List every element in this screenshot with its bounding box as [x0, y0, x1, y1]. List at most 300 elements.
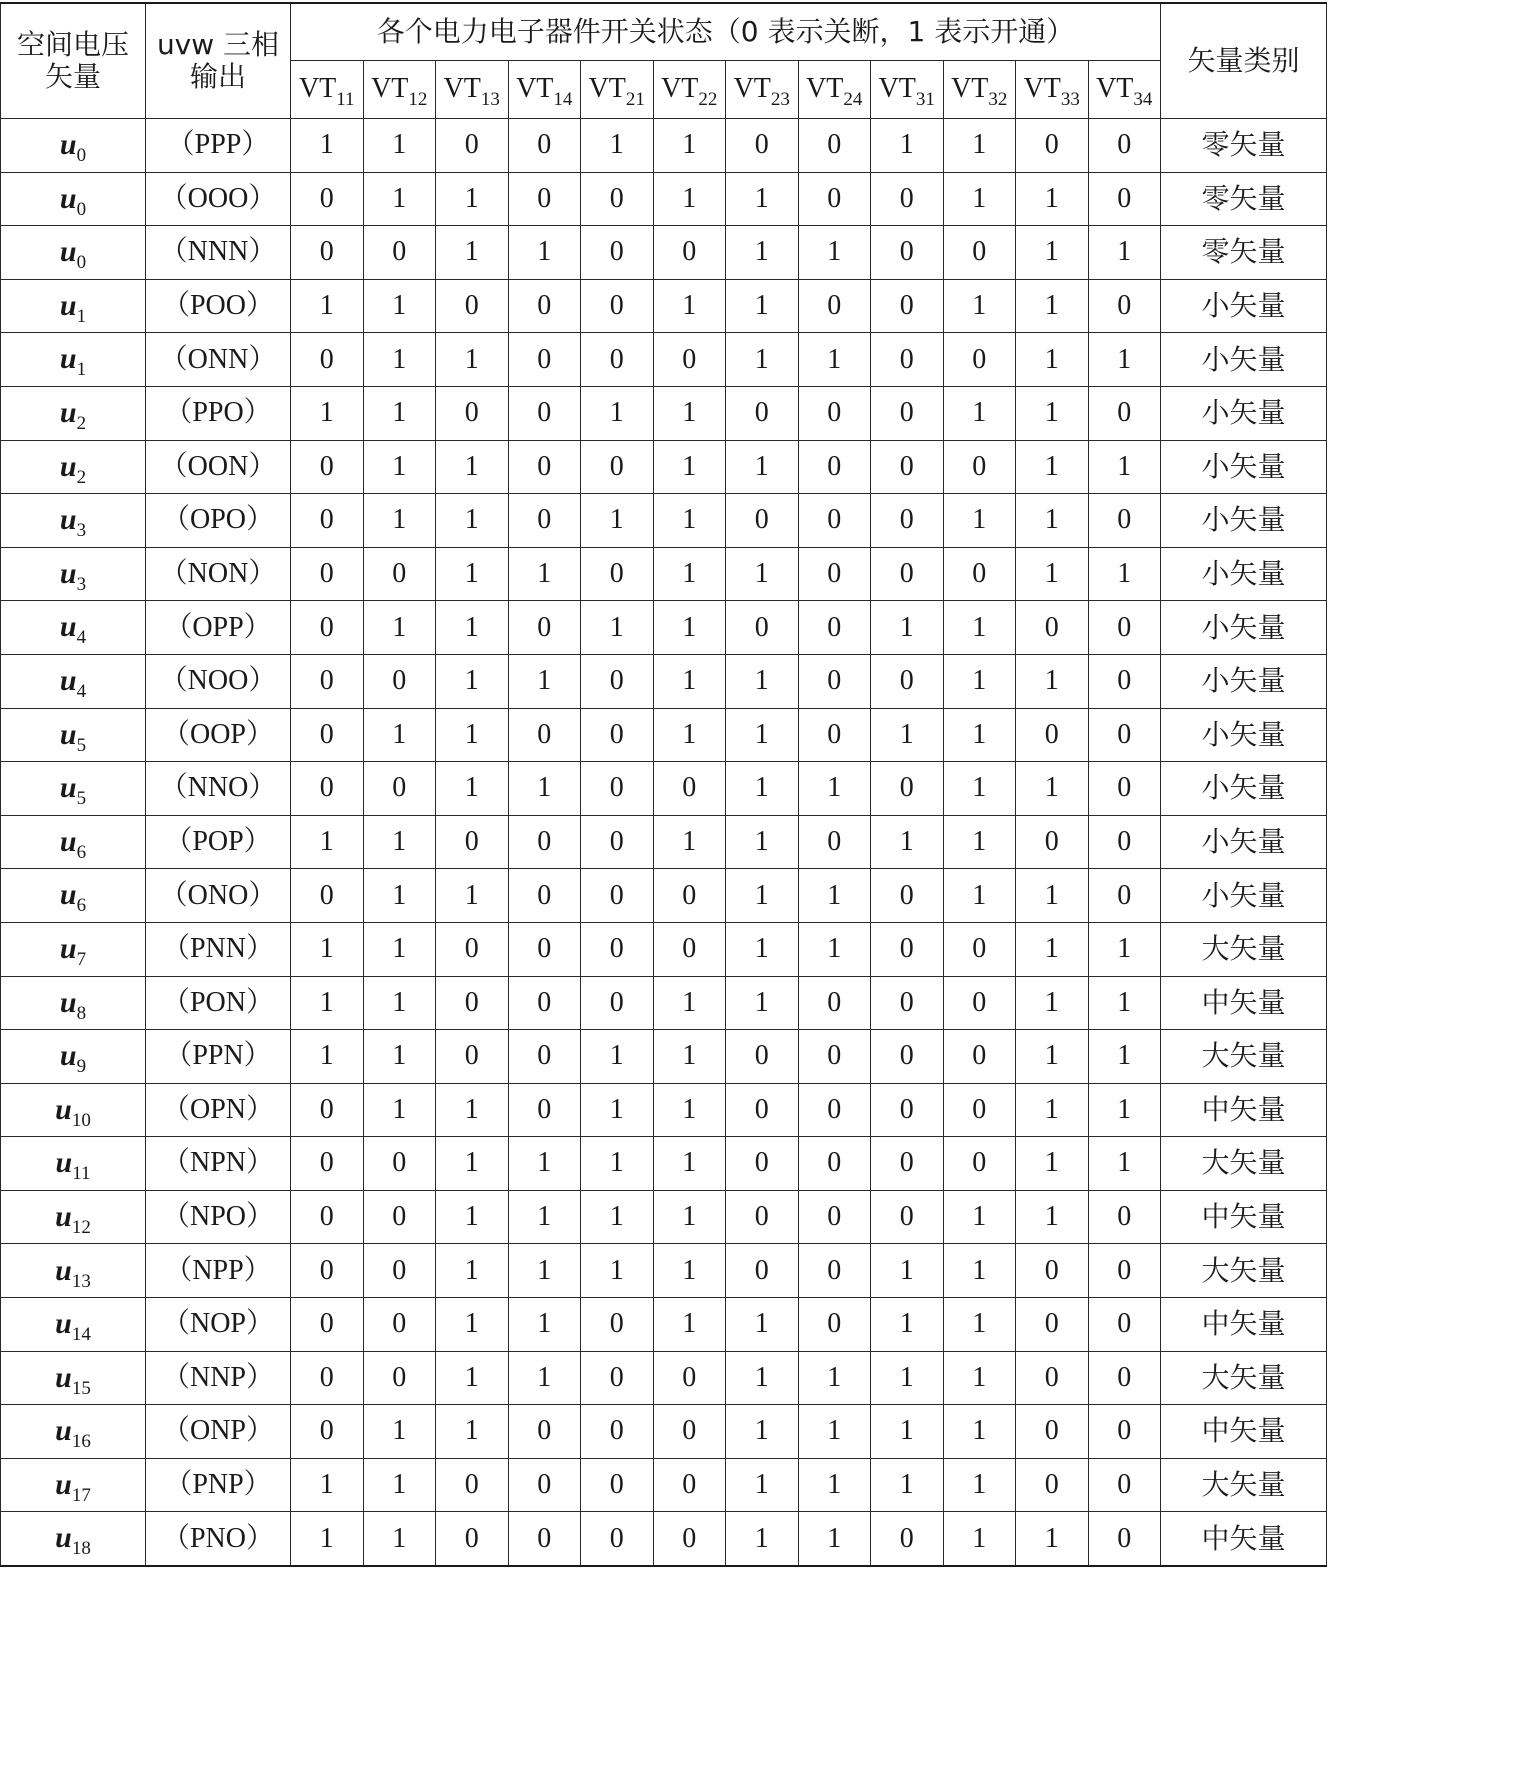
switch-state-cell: 1: [1016, 1512, 1089, 1566]
uvw-output-cell: （NPN）: [146, 1137, 291, 1191]
switch-state-cell: 0: [436, 976, 509, 1030]
switch-state-cell: 0: [943, 226, 1016, 280]
uvw-output-cell: （NNP）: [146, 1351, 291, 1405]
switch-state-cell: 1: [943, 386, 1016, 440]
header-uvw-output: [146, 3, 291, 119]
table-row: [1, 386, 1327, 440]
uvw-output-cell: （ONP）: [146, 1405, 291, 1459]
switch-state-cell: 0: [943, 1137, 1016, 1191]
table-row: [1, 1083, 1327, 1137]
switch-state-cell: 1: [363, 279, 436, 333]
switch-state-cell: 1: [581, 494, 654, 548]
vector-category-cell: 中矢量: [1161, 1405, 1327, 1459]
header-uvw-output-line2: 输出: [189, 60, 246, 93]
vector-category-cell: 小矢量: [1161, 654, 1327, 708]
switch-state-cell: 1: [363, 1030, 436, 1084]
switch-state-cell: 0: [798, 119, 871, 173]
vector-subscript: 2: [76, 413, 87, 435]
switch-state-cell: 1: [436, 1137, 509, 1191]
switch-state-cell: 1: [363, 172, 436, 226]
vector-category-cell: 小矢量: [1161, 440, 1327, 494]
switch-state-cell: 0: [581, 815, 654, 869]
switch-state-cell: 0: [871, 547, 944, 601]
switch-state-cell: 0: [726, 119, 799, 173]
switch-state-cell: 1: [943, 815, 1016, 869]
switch-state-cell: 0: [363, 1137, 436, 1191]
switch-state-cell: 1: [436, 869, 509, 923]
switch-state-cell: 1: [726, 976, 799, 1030]
switch-state-cell: 0: [653, 1405, 726, 1459]
switch-state-cell: 1: [1016, 1083, 1089, 1137]
uvw-output-cell: （NNN）: [146, 226, 291, 280]
table-row: [1, 547, 1327, 601]
space-vector-cell: [1, 172, 146, 226]
uvw-output-cell: （NPP）: [146, 1244, 291, 1298]
switch-state-cell: 1: [653, 1298, 726, 1352]
table-row: [1, 1351, 1327, 1405]
switch-state-cell: 0: [1016, 1405, 1089, 1459]
switch-state-cell: 0: [871, 1083, 944, 1137]
vector-subscript: 1: [76, 305, 87, 327]
switch-state-cell: 1: [726, 547, 799, 601]
switch-state-cell: 1: [871, 708, 944, 762]
switch-state-cell: 1: [1088, 440, 1161, 494]
switch-state-cell: 1: [1088, 976, 1161, 1030]
switch-state-cell: 0: [291, 1351, 364, 1405]
switch-state-cell: 1: [1016, 547, 1089, 601]
switch-state-cell: 1: [581, 1137, 654, 1191]
uvw-output-cell: （OPN）: [146, 1083, 291, 1137]
switch-state-cell: 1: [798, 333, 871, 387]
header-device-vt22: [653, 61, 726, 119]
switch-state-cell: 0: [363, 1244, 436, 1298]
switch-state-cell: 0: [798, 386, 871, 440]
switch-state-cell: 0: [581, 547, 654, 601]
vector-symbol: u: [55, 1307, 72, 1341]
device-subscript: 31: [915, 89, 935, 111]
switch-state-cell: 0: [798, 494, 871, 548]
switch-state-cell: 1: [726, 708, 799, 762]
switch-state-cell: 0: [1016, 1351, 1089, 1405]
switch-state-cell: 1: [653, 654, 726, 708]
vector-category-cell: 大矢量: [1161, 922, 1327, 976]
switch-state-cell: 1: [1088, 226, 1161, 280]
vector-category-cell: 小矢量: [1161, 333, 1327, 387]
switch-state-cell: 1: [1016, 922, 1089, 976]
vector-subscript: 6: [76, 895, 87, 917]
switch-state-cell: 1: [1016, 494, 1089, 548]
switch-state-cell: 0: [871, 1137, 944, 1191]
switch-state-cell: 0: [1088, 386, 1161, 440]
switch-state-cell: 0: [1016, 708, 1089, 762]
vector-symbol: u: [55, 1521, 72, 1555]
vector-symbol: u: [59, 396, 77, 430]
device-subscript: 11: [336, 89, 355, 111]
switch-state-cell: 0: [871, 654, 944, 708]
switch-state-cell: 0: [726, 1244, 799, 1298]
space-vector-cell: [1, 976, 146, 1030]
vector-symbol: u: [59, 985, 77, 1019]
switch-state-cell: 0: [581, 708, 654, 762]
switch-state-cell: 1: [943, 654, 1016, 708]
switch-state-cell: 0: [798, 1190, 871, 1244]
switch-state-cell: 0: [436, 1458, 509, 1512]
table-row: [1, 601, 1327, 655]
vector-symbol: u: [55, 1414, 72, 1448]
vector-subscript: 3: [76, 520, 87, 542]
vector-subscript: 18: [71, 1538, 91, 1560]
switch-state-cell: 1: [653, 708, 726, 762]
space-vector-cell: [1, 119, 146, 173]
uvw-output-cell: （NOP）: [146, 1298, 291, 1352]
uvw-output-cell: （NON）: [146, 547, 291, 601]
switch-state-cell: 0: [291, 1137, 364, 1191]
switch-state-cell: 1: [291, 922, 364, 976]
header-device-vt13: [436, 61, 509, 119]
vector-subscript: 13: [71, 1270, 91, 1292]
vector-symbol: u: [59, 556, 77, 590]
switch-state-cell: 0: [943, 922, 1016, 976]
switch-state-cell: 0: [291, 172, 364, 226]
switch-state-cell: 0: [436, 922, 509, 976]
vector-category-cell: 小矢量: [1161, 869, 1327, 923]
table-row: [1, 440, 1327, 494]
switch-state-cell: 0: [726, 601, 799, 655]
switch-state-cell: 1: [871, 1244, 944, 1298]
switch-state-cell: 1: [436, 1298, 509, 1352]
switch-state-cell: 0: [508, 172, 581, 226]
vector-category-cell: 小矢量: [1161, 601, 1327, 655]
switch-state-cell: 0: [436, 1030, 509, 1084]
switch-state-cell: 0: [871, 922, 944, 976]
space-vector-cell: [1, 1244, 146, 1298]
switch-state-cell: 0: [291, 333, 364, 387]
switch-state-cell: 0: [581, 226, 654, 280]
switch-state-cell: 0: [871, 762, 944, 816]
switch-state-cell: 0: [1016, 1244, 1089, 1298]
switch-state-cell: 1: [653, 279, 726, 333]
vector-subscript: 11: [72, 1163, 91, 1185]
switch-state-cell: 0: [1088, 1298, 1161, 1352]
space-vector-cell: [1, 1190, 146, 1244]
vector-category-cell: 大矢量: [1161, 1351, 1327, 1405]
device-subscript: 23: [770, 89, 790, 111]
switch-state-cell: 1: [726, 1298, 799, 1352]
uvw-output-cell: （PNP）: [146, 1458, 291, 1512]
switch-state-cell: 0: [508, 976, 581, 1030]
table-row: [1, 1244, 1327, 1298]
vector-subscript: 0: [76, 198, 87, 220]
switch-state-cell: 1: [1016, 440, 1089, 494]
switch-state-cell: 1: [436, 1405, 509, 1459]
switch-state-cell: 0: [871, 976, 944, 1030]
table-row: [1, 1030, 1327, 1084]
uvw-output-cell: （ONO）: [146, 869, 291, 923]
uvw-output-cell: （OPO）: [146, 494, 291, 548]
switch-state-cell: 1: [1016, 333, 1089, 387]
switch-state-cell: 0: [726, 494, 799, 548]
switch-state-cell: 1: [436, 440, 509, 494]
switch-state-cell: 1: [726, 922, 799, 976]
vector-category-cell: 小矢量: [1161, 386, 1327, 440]
vector-subscript: 4: [76, 680, 87, 702]
switch-state-cell: 0: [798, 547, 871, 601]
vector-category-cell: 中矢量: [1161, 1190, 1327, 1244]
switch-state-cell: 1: [363, 708, 436, 762]
switch-state-cell: 0: [1088, 654, 1161, 708]
switch-state-cell: 0: [1088, 762, 1161, 816]
vector-subscript: 16: [71, 1431, 91, 1453]
uvw-output-cell: （PPP）: [146, 119, 291, 173]
device-subscript: 22: [698, 89, 718, 111]
switch-state-cell: 1: [726, 654, 799, 708]
vector-category-cell: 大矢量: [1161, 1458, 1327, 1512]
vector-subscript: 10: [71, 1109, 91, 1131]
switch-state-cell: 1: [943, 172, 1016, 226]
switch-state-cell: 0: [726, 1137, 799, 1191]
switch-state-cell: 1: [436, 172, 509, 226]
switch-state-cell: 1: [943, 1244, 1016, 1298]
switch-state-cell: 1: [653, 1190, 726, 1244]
space-vector-cell: [1, 869, 146, 923]
switch-state-cell: 0: [291, 1298, 364, 1352]
switch-state-cell: 0: [653, 333, 726, 387]
vector-category-cell: 小矢量: [1161, 494, 1327, 548]
switch-state-cell: 0: [363, 226, 436, 280]
header-device-vt31: [871, 61, 944, 119]
switch-state-cell: 1: [1016, 654, 1089, 708]
vector-category-cell: 中矢量: [1161, 1083, 1327, 1137]
switch-state-cell: 1: [726, 172, 799, 226]
switch-state-cell: 1: [943, 762, 1016, 816]
switch-state-cell: 0: [291, 601, 364, 655]
switch-state-cell: 0: [508, 440, 581, 494]
uvw-output-cell: （ONN）: [146, 333, 291, 387]
switch-state-cell: 0: [291, 1190, 364, 1244]
space-vector-cell: [1, 601, 146, 655]
switch-state-cell: 0: [508, 922, 581, 976]
space-vector-cell: [1, 815, 146, 869]
switch-state-cell: 0: [436, 815, 509, 869]
switch-state-cell: 1: [291, 1030, 364, 1084]
uvw-output-cell: （POP）: [146, 815, 291, 869]
vector-symbol: u: [59, 771, 77, 805]
vector-category-cell: 小矢量: [1161, 762, 1327, 816]
switch-state-cell: 0: [1088, 1351, 1161, 1405]
vector-category-cell: 中矢量: [1161, 1512, 1327, 1566]
vector-subscript: 2: [76, 466, 87, 488]
switch-state-cell: 0: [871, 1190, 944, 1244]
switch-state-cell: 0: [508, 333, 581, 387]
switch-state-cell: 1: [653, 1244, 726, 1298]
vector-subscript: 9: [76, 1056, 87, 1078]
switch-state-cell: 0: [798, 1083, 871, 1137]
device-prefix: VT: [516, 73, 554, 105]
switch-state-cell: 0: [871, 386, 944, 440]
header-space-vector: [1, 3, 146, 119]
uvw-output-cell: （OPP）: [146, 601, 291, 655]
switch-state-cell: 1: [798, 1405, 871, 1459]
switch-state-cell: 0: [943, 333, 1016, 387]
vector-category-cell: 大矢量: [1161, 1137, 1327, 1191]
switch-state-cell: 0: [726, 1083, 799, 1137]
header-device-vt23: [726, 61, 799, 119]
header-device-vt24: [798, 61, 871, 119]
switch-state-cell: 1: [363, 386, 436, 440]
switch-state-cell: 1: [291, 279, 364, 333]
switch-state-cell: 1: [943, 869, 1016, 923]
switch-state-cell: 0: [1088, 1512, 1161, 1566]
switch-state-cell: 1: [1016, 1137, 1089, 1191]
switch-state-cell: 1: [436, 1244, 509, 1298]
vector-symbol: u: [59, 128, 77, 162]
switch-state-cell: 0: [1016, 1298, 1089, 1352]
switch-state-cell: 0: [726, 1030, 799, 1084]
switch-state-cell: 1: [508, 654, 581, 708]
switch-state-cell: 0: [291, 1244, 364, 1298]
switch-state-cell: 1: [363, 1083, 436, 1137]
space-vector-cell: [1, 333, 146, 387]
vector-subscript: 14: [71, 1324, 91, 1346]
table-row: [1, 279, 1327, 333]
switch-state-cell: 0: [871, 172, 944, 226]
switch-state-cell: 1: [363, 601, 436, 655]
table-row: [1, 1298, 1327, 1352]
switch-state-cell: 1: [363, 1512, 436, 1566]
header-device-vt34: [1088, 61, 1161, 119]
switch-state-cell: 0: [508, 1083, 581, 1137]
switch-state-cell: 0: [1016, 815, 1089, 869]
switch-state-cell: 1: [363, 440, 436, 494]
switch-state-cell: 1: [291, 1458, 364, 1512]
switch-state-cell: 0: [581, 1458, 654, 1512]
switch-state-cell: 1: [508, 547, 581, 601]
device-prefix: VT: [443, 73, 481, 105]
switch-state-cell: 0: [508, 386, 581, 440]
switch-state-cell: 0: [291, 226, 364, 280]
switch-state-cell: 1: [581, 1083, 654, 1137]
vector-symbol: u: [59, 931, 77, 965]
switch-state-cell: 0: [1088, 1405, 1161, 1459]
switch-state-cell: 1: [508, 1190, 581, 1244]
header-space-vector-line2: 矢量: [44, 60, 101, 93]
switch-state-cell: 1: [508, 1244, 581, 1298]
switch-state-cell: 0: [508, 815, 581, 869]
switch-state-cell: 1: [291, 386, 364, 440]
switch-state-cell: 0: [653, 1351, 726, 1405]
switch-state-cell: 1: [798, 762, 871, 816]
device-prefix: VT: [806, 73, 844, 105]
vector-subscript: 15: [71, 1377, 91, 1399]
switch-state-cell: 0: [1088, 601, 1161, 655]
switch-state-cell: 1: [291, 976, 364, 1030]
switch-state-cell: 1: [726, 869, 799, 923]
switch-state-cell: 1: [1016, 1190, 1089, 1244]
switch-state-cell: 1: [653, 494, 726, 548]
switch-state-cell: 1: [436, 1351, 509, 1405]
device-subscript: 24: [843, 89, 863, 111]
switch-state-cell: 1: [726, 1405, 799, 1459]
device-prefix: VT: [733, 73, 771, 105]
switch-state-cell: 0: [291, 440, 364, 494]
switch-state-cell: 0: [581, 279, 654, 333]
switch-state-cell: 0: [798, 440, 871, 494]
uvw-output-cell: （PPN）: [146, 1030, 291, 1084]
switch-state-cell: 0: [1088, 708, 1161, 762]
space-vector-cell: [1, 1405, 146, 1459]
switch-state-cell: 0: [798, 1137, 871, 1191]
device-prefix: VT: [588, 73, 626, 105]
switch-state-cell: 0: [1088, 119, 1161, 173]
switch-state-cell: 0: [291, 1083, 364, 1137]
switch-state-cell: 0: [581, 1512, 654, 1566]
switch-state-cell: 1: [436, 1190, 509, 1244]
switch-state-cell: 0: [581, 654, 654, 708]
vector-category-cell: 中矢量: [1161, 1298, 1327, 1352]
switch-state-cell: 0: [363, 654, 436, 708]
uvw-output-cell: （PNN）: [146, 922, 291, 976]
switch-state-cell: 1: [653, 1030, 726, 1084]
table-row: [1, 762, 1327, 816]
switch-state-cell: 0: [581, 172, 654, 226]
switch-state-cell: 1: [798, 922, 871, 976]
switch-state-cell: 1: [291, 815, 364, 869]
space-vector-cell: [1, 279, 146, 333]
vector-category-cell: 零矢量: [1161, 226, 1327, 280]
vector-subscript: 1: [76, 359, 87, 381]
device-prefix: VT: [1096, 73, 1134, 105]
switch-state-cell: 1: [726, 1351, 799, 1405]
vector-symbol: u: [59, 1039, 77, 1073]
switch-state-cell: 1: [1088, 1137, 1161, 1191]
switch-state-cell: 1: [436, 601, 509, 655]
switch-state-cell: 1: [871, 119, 944, 173]
switch-state-cell: 0: [943, 976, 1016, 1030]
vector-symbol: u: [55, 1467, 72, 1501]
switch-state-cell: 1: [508, 1351, 581, 1405]
switch-state-cell: 1: [508, 762, 581, 816]
switch-state-cell: 0: [871, 333, 944, 387]
uvw-output-cell: （PON）: [146, 976, 291, 1030]
vector-symbol: u: [55, 1199, 72, 1233]
vector-subscript: 5: [76, 788, 87, 810]
uvw-output-cell: （NOO）: [146, 654, 291, 708]
switch-state-cell: 0: [1088, 815, 1161, 869]
switch-state-cell: 1: [726, 762, 799, 816]
switch-state-cell: 0: [798, 279, 871, 333]
switch-state-cell: 0: [581, 1298, 654, 1352]
table-row: [1, 654, 1327, 708]
switch-state-cell: 1: [363, 976, 436, 1030]
switch-state-cell: 1: [653, 1083, 726, 1137]
switch-state-cell: 1: [1016, 1030, 1089, 1084]
switch-state-cell: 1: [798, 1351, 871, 1405]
switch-state-cell: 1: [508, 226, 581, 280]
switch-state-cell: 1: [726, 815, 799, 869]
vector-symbol: u: [55, 1253, 72, 1287]
switch-state-cell: 0: [581, 976, 654, 1030]
switch-state-cell: 0: [871, 869, 944, 923]
vector-symbol: u: [55, 1146, 73, 1180]
switch-state-cell: 1: [653, 601, 726, 655]
uvw-output-cell: （OON）: [146, 440, 291, 494]
vector-category-cell: 大矢量: [1161, 1244, 1327, 1298]
switch-state-cell: 0: [798, 1030, 871, 1084]
switch-state-cell: 0: [363, 762, 436, 816]
table-row: [1, 976, 1327, 1030]
space-vector-cell: [1, 1351, 146, 1405]
vector-category-cell: 零矢量: [1161, 119, 1327, 173]
